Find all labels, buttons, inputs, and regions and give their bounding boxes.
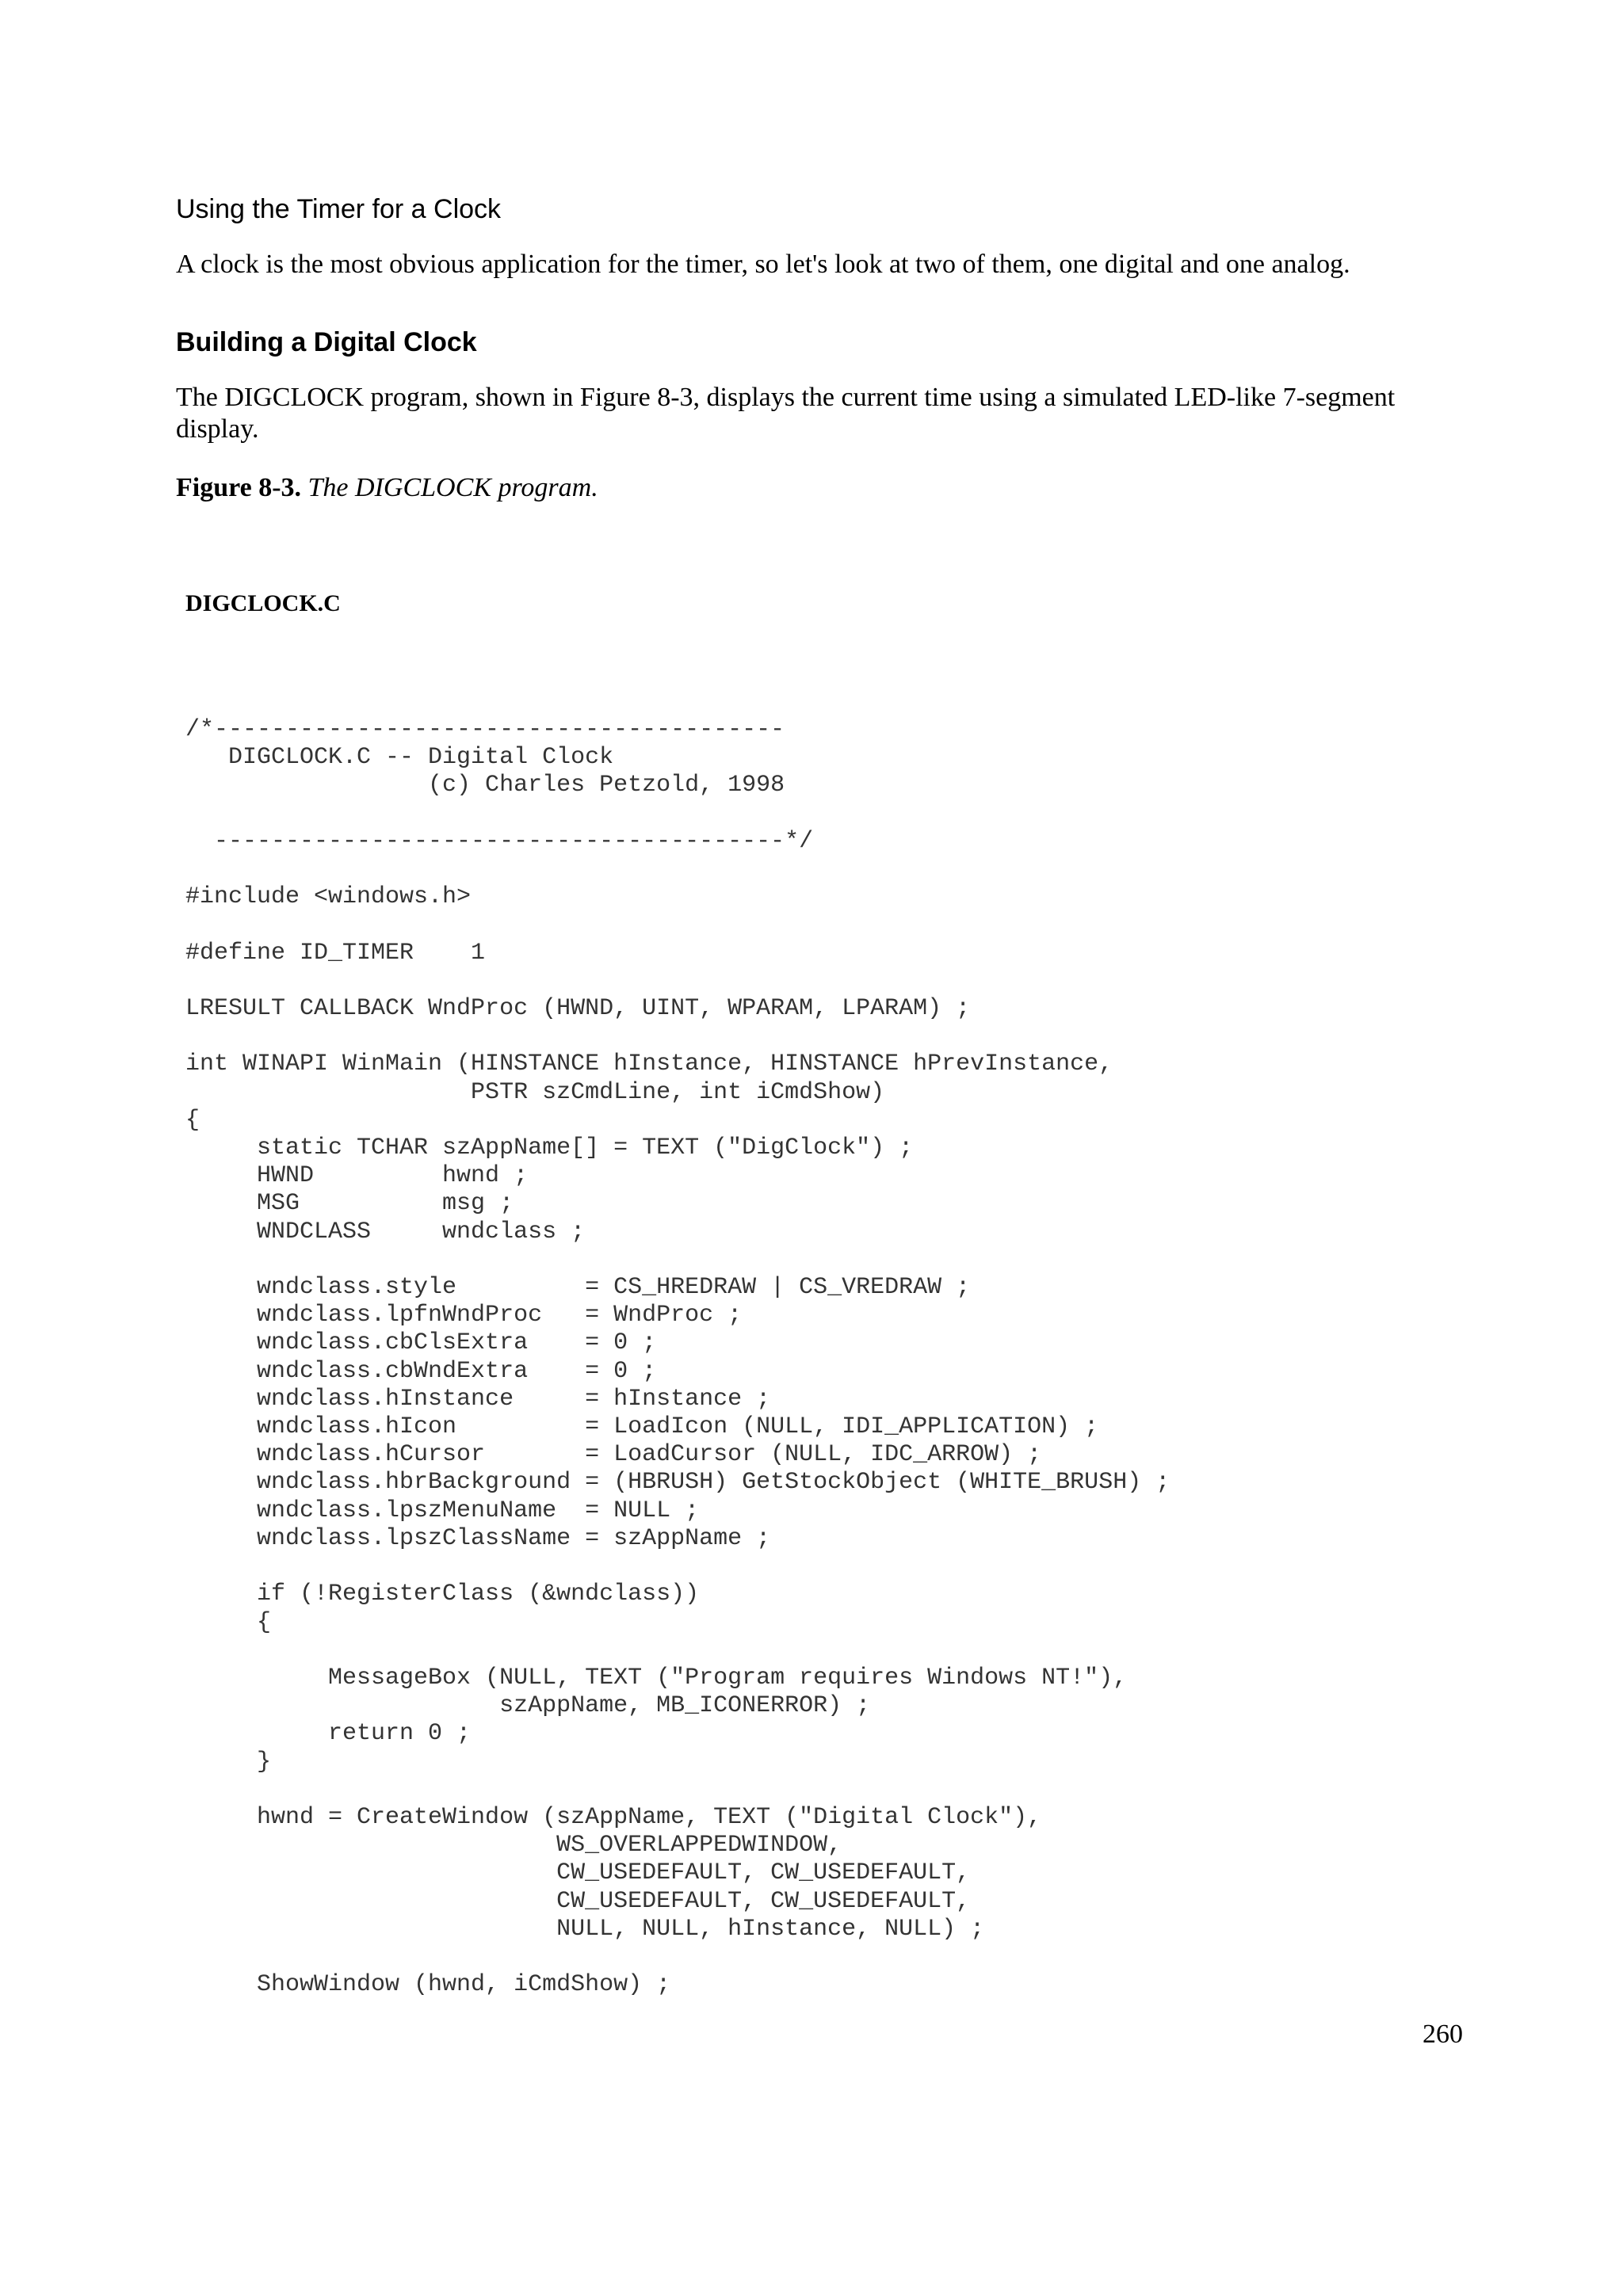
section-heading: Using the Timer for a Clock [176, 194, 502, 224]
intro-paragraph: A clock is the most obvious application for the timer, so let's look at two of them, one digital and one analog. [176, 250, 1350, 279]
page-number: 260 [1423, 2019, 1463, 2049]
figure-caption [176, 472, 598, 504]
description-paragraph: The DIGCLOCK program, shown in Figure 8-3, displays the current time using a simulated LED-like 7-segment display. [176, 383, 1396, 444]
figure-number: Figure 8-3. [176, 473, 302, 502]
code-listing: /*---------------------------------------- DIGCLOCK.C -- Digital Clock (c) Charles Petzold, 1998 ----------------------------------------*/ #include <windows.h> #define ID_TIMER 1 LRESULT CALLBACK WndProc (HWND, UINT, WPARAM, LPARAM) ; int WINAPI WinMain (HINSTANCE hInstance, HINSTANCE hPrevInstance, PSTR szCmdLine, int iCmdShow) { static TCHAR szAppName[] = TEXT ("DigClock") ; HWND hwnd ; MSG msg ; WNDCLASS wndclass ; wndclass.style = CS_HREDRAW | CS_VREDRAW ; wndclass.lpfnWndProc = WndProc ; wndclass.cbClsExtra = 0 ; wndclass.cbWndExtra = 0 ; wndclass.hInstance = hInstance ; wndclass.hIcon = LoadIcon (NULL, IDI_APPLICATION) ; wndclass.hCursor = LoadCursor (NULL, IDC_ARROW) ; wndclass.hbrBackground = (HBRUSH) GetStockObject (WHITE_BRUSH) ; wndclass.lpszMenuName = NULL ; wndclass.lpszClassName = szAppName ; if (!RegisterClass (&wndclass)) { MessageBox (NULL, TEXT ("Program requires Windows NT!"), szAppName, MB_ICONERROR) ; return 0 ; } hwnd = CreateWindow (szAppName, TEXT ("Digital Clock"), WS_OVERLAPPEDWINDOW, CW_USEDEFAULT, CW_USEDEFAULT, CW_USEDEFAULT, CW_USEDEFAULT, NULL, NULL, hInstance, NULL) ; ShowWindow (hwnd, iCmdShow) ; [185, 716, 1170, 1999]
subheading: Building a Digital Clock [176, 327, 477, 357]
figure-title: The DIGCLOCK program. [307, 473, 598, 502]
code-file-label: DIGCLOCK.C [185, 590, 341, 616]
